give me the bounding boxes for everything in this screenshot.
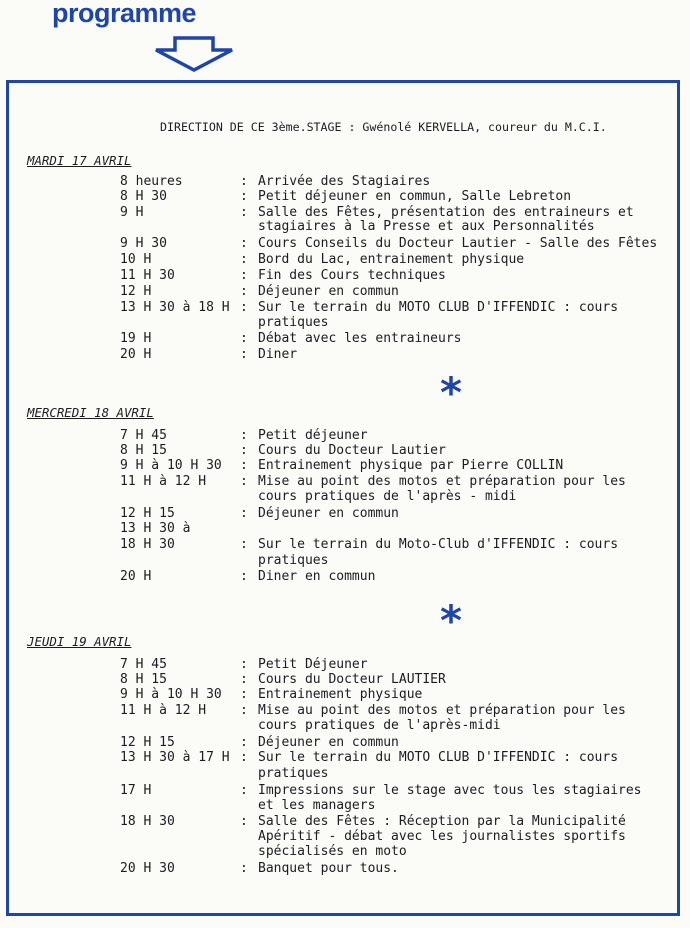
row-desc: Cours du Docteur Lautier xyxy=(258,443,446,458)
schedule-row: 19 H : Débat avec les entraineurs xyxy=(120,331,462,346)
down-arrow-icon xyxy=(155,36,235,72)
schedule-row-continued xyxy=(0,315,690,330)
day-heading-jeudi: JEUDI 19 AVRIL xyxy=(27,634,132,649)
row-desc: cours pratiques de l'après - midi xyxy=(258,489,517,504)
schedule-row: 13 H 30 à 18 H : Sur le terrain du MOTO CLUB D'IFFENDIC : cours xyxy=(120,300,619,315)
row-time: 19 H xyxy=(120,331,152,346)
schedule-row xyxy=(0,521,690,536)
row-time: 11 H à 12 H xyxy=(120,474,207,489)
row-time: 7 H 45 xyxy=(120,428,167,443)
schedule-row: 20 H : Diner en commun xyxy=(120,569,376,584)
row-desc: stagiaires à la Presse et aux Personnalités xyxy=(258,219,595,234)
schedule-row-continued xyxy=(0,553,690,568)
asterisk-separator: * xyxy=(440,596,462,645)
schedule-row: 11 H 30 : Fin des Cours techniques xyxy=(120,268,446,283)
row-time: 9 H xyxy=(120,205,144,220)
schedule-row: 17 H : Impressions sur le stage avec tous les stagiaires xyxy=(120,783,642,798)
row-desc: Déjeuner en commun xyxy=(258,284,399,299)
schedule-row-continued xyxy=(0,219,690,234)
row-desc: spécialisés en moto xyxy=(258,844,407,859)
schedule-row: 7 H 45 : Petit Déjeuner xyxy=(120,657,368,672)
row-time: 8 heures xyxy=(120,174,183,189)
schedule-row-continued xyxy=(0,718,690,733)
day-heading-mercredi: MERCREDI 18 AVRIL xyxy=(27,405,154,420)
schedule-row: 20 H 30 : Banquet pour tous. xyxy=(120,861,399,876)
row-desc: Sur le terrain du MOTO CLUB D'IFFENDIC : cours xyxy=(258,300,619,315)
row-time: 13 H 30 à 18 H xyxy=(120,300,230,315)
schedule-row: 9 H 30 : Cours Conseils du Docteur Lautier - Salle des Fêtes xyxy=(120,236,658,251)
row-desc: Déjeuner en commun xyxy=(258,735,399,750)
schedule-row: 18 H 30 : Sur le terrain du Moto-Club d'IFFENDIC : cours xyxy=(120,537,619,552)
row-desc: Apéritif - débat avec les journalistes sportifs xyxy=(258,829,626,844)
schedule-row: 12 H 15 : Déjeuner en commun xyxy=(120,735,399,750)
row-desc: pratiques xyxy=(258,315,329,330)
schedule-row-continued xyxy=(0,766,690,781)
row-time: 12 H xyxy=(120,284,152,299)
schedule-row: 13 H 30 à 17 H : Sur le terrain du MOTO CLUB D'IFFENDIC : cours xyxy=(120,750,619,765)
row-time: 8 H 15 xyxy=(120,672,167,687)
row-time: 9 H à 10 H 30 xyxy=(120,687,222,702)
row-desc: et les managers xyxy=(258,798,376,813)
direction-line: DIRECTION DE CE 3ème.STAGE : Gwénolé KERVELLA, coureur du M.C.I. xyxy=(160,120,607,134)
row-desc: pratiques xyxy=(258,553,329,568)
schedule-row-continued xyxy=(0,844,690,859)
row-desc: Salle des Fêtes, présentation des entraineurs et xyxy=(258,205,634,220)
row-desc: Petit déjeuner xyxy=(258,428,368,443)
row-time: 9 H 30 xyxy=(120,236,167,251)
row-time: 17 H xyxy=(120,783,152,798)
row-time: 11 H à 12 H xyxy=(120,703,207,718)
row-time: 13 H 30 à 17 H xyxy=(120,750,230,765)
row-desc: Entrainement physique xyxy=(258,687,423,702)
row-desc: Sur le terrain du Moto-Club d'IFFENDIC : cours xyxy=(258,537,619,552)
row-time: 18 H 30 xyxy=(120,537,175,552)
schedule-row-continued xyxy=(0,489,690,504)
row-time: 13 H 30 à xyxy=(120,521,191,536)
schedule-row: 9 H à 10 H 30 : Entrainement physique par Pierre COLLIN xyxy=(120,458,564,473)
row-time: 12 H 15 xyxy=(120,735,175,750)
schedule-row: 11 H à 12 H : Mise au point des motos et préparation pour les xyxy=(120,703,626,718)
schedule-row: 10 H : Bord du Lac, entrainement physique xyxy=(120,252,525,267)
row-time: 9 H à 10 H 30 xyxy=(120,458,222,473)
day-heading-mardi: MARDI 17 AVRIL xyxy=(27,153,132,168)
row-desc: Petit déjeuner en commun, Salle Lebreton xyxy=(258,189,572,204)
row-desc: Diner xyxy=(258,347,298,362)
row-desc: Banquet pour tous. xyxy=(258,861,399,876)
row-desc: Déjeuner en commun xyxy=(258,506,399,521)
schedule-row: 8 H 15 : Cours du Docteur LAUTIER xyxy=(120,672,446,687)
schedule-row: 11 H à 12 H : Mise au point des motos et préparation pour les xyxy=(120,474,626,489)
row-desc: Mise au point des motos et préparation pour les xyxy=(258,474,626,489)
row-desc: pratiques xyxy=(258,766,329,781)
row-desc: Petit Déjeuner xyxy=(258,657,368,672)
row-desc: Arrivée des Stagiaires xyxy=(258,174,431,189)
row-desc: Cours du Docteur LAUTIER xyxy=(258,672,446,687)
row-time: 18 H 30 xyxy=(120,814,175,829)
row-desc: Fin des Cours techniques xyxy=(258,268,446,283)
row-desc: Mise au point des motos et préparation pour les xyxy=(258,703,626,718)
row-time: 8 H 30 xyxy=(120,189,167,204)
schedule-row: 20 H : Diner xyxy=(120,347,298,362)
row-desc: Diner en commun xyxy=(258,569,376,584)
row-time: 20 H xyxy=(120,569,152,584)
row-desc: cours pratiques de l'après-midi xyxy=(258,718,501,733)
row-desc: Débat avec les entraineurs xyxy=(258,331,462,346)
row-desc: Bord du Lac, entrainement physique xyxy=(258,252,525,267)
row-time: 20 H xyxy=(120,347,152,362)
row-desc: Sur le terrain du MOTO CLUB D'IFFENDIC : cours xyxy=(258,750,619,765)
schedule-row: 12 H : Déjeuner en commun xyxy=(120,284,399,299)
row-desc: Cours Conseils du Docteur Lautier - Salle des Fêtes xyxy=(258,236,658,251)
row-time: 7 H 45 xyxy=(120,657,167,672)
schedule-row: 7 H 45 : Petit déjeuner xyxy=(120,428,368,443)
row-desc: Entrainement physique par Pierre COLLIN xyxy=(258,458,564,473)
schedule-row: 8 H 30 : Petit déjeuner en commun, Salle Lebreton xyxy=(120,189,572,204)
schedule-row: 9 H : Salle des Fêtes, présentation des entraineurs et xyxy=(120,205,634,220)
row-time: 8 H 15 xyxy=(120,443,167,458)
schedule-row-continued xyxy=(0,829,690,844)
row-desc: Impressions sur le stage avec tous les stagiaires xyxy=(258,783,642,798)
programme-title: programme xyxy=(52,0,197,28)
row-time: 12 H 15 xyxy=(120,506,175,521)
schedule-row: 8 heures : Arrivée des Stagiaires xyxy=(120,174,431,189)
schedule-row: 18 H 30 : Salle des Fêtes : Réception par la Municipalité xyxy=(120,814,626,829)
asterisk-separator: * xyxy=(440,368,462,417)
schedule-row-continued xyxy=(0,798,690,813)
row-time: 20 H 30 xyxy=(120,861,175,876)
schedule-row: 12 H 15 : Déjeuner en commun xyxy=(120,506,399,521)
row-time: 11 H 30 xyxy=(120,268,175,283)
schedule-row: 8 H 15 : Cours du Docteur Lautier xyxy=(120,443,446,458)
row-time: 10 H xyxy=(120,252,152,267)
schedule-row: 9 H à 10 H 30 : Entrainement physique xyxy=(120,687,423,702)
row-desc: Salle des Fêtes : Réception par la Municipalité xyxy=(258,814,626,829)
